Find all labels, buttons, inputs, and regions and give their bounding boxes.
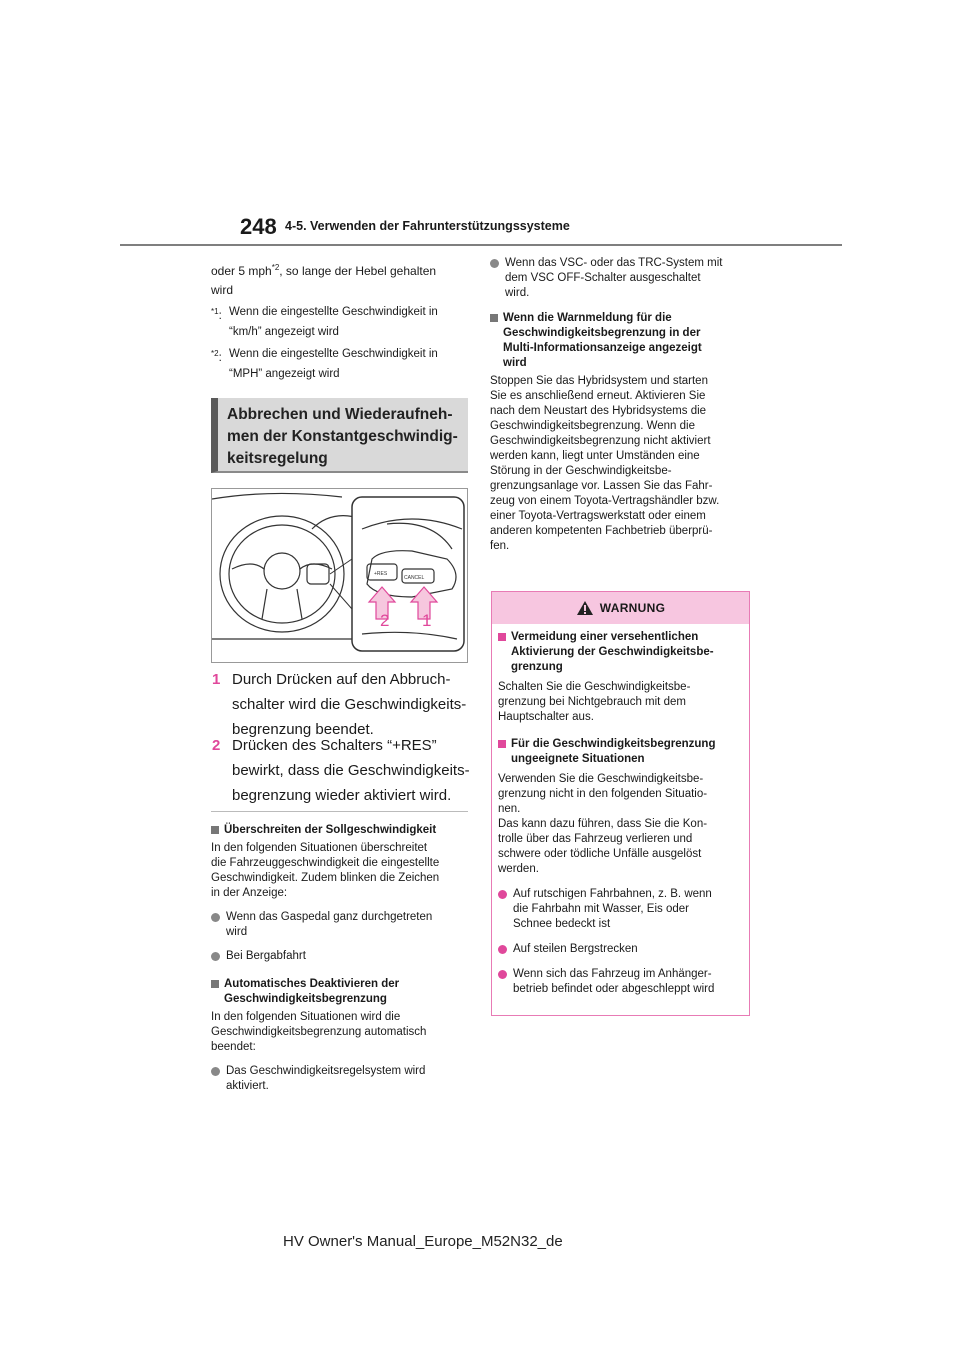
warning-box: WARNUNG Vermeidung einer versehentlichen Aktivierung der Geschwindigkeitsbe- grenzung Schalten Sie die Geschwindigkeitsbe- grenzung bei Nichtgebrauch mit dem Hauptschalter aus. Für die Geschwindigkeitsbegrenzung ungeeignete Situationen Verwenden Sie die Geschwindigkeitsbe- grenzung nicht in den folgenden Situatio- nen. Das kann dazu führen, dass Sie die Kon- trolle über das Fahrzeug verlieren und schwere oder tödliche Unfälle ausgelöst werden. Auf rutschigen Fahrbahnen, z. B. wenn die Fahrbahn mit Wasser, Eis oder Schnee bedeckt ist Auf steilen Bergstrecken Wenn sich das Fahrzeug im Anhänger- betrieb befindet oder abgeschleppt wird xyxy=(491,591,750,1016)
footnote-ref: *2 xyxy=(271,263,280,272)
section-heading: Abbrechen und Wiederaufneh- men der Konstantgeschwindig- keitsregelung xyxy=(211,398,468,473)
step-2: 2 Drücken des Schalters “+RES” bewirkt, dass die Geschwindigkeits- begrenzung wieder aktiviert wird. xyxy=(212,737,470,804)
right-column: Wenn das VSC- oder das TRC-System mit dem VSC OFF-Schalter ausgeschaltet wird. Wenn die Warnmeldung für die Geschwindigkeitsbegrenzung in der Multi-Informationsanzeige angezeigt wird Stoppen Sie das Hybridsystem und starten Sie es anschließend erneut. Aktivieren Sie nach dem Neustart des Hybridsystems die Geschwindigkeitsbegrenzung. Wenn die Geschwindigkeitsbegrenzung nicht aktiviert werden kann, liegt unter Umständen eine Störung in der Geschwindigkeitsbe- grenzungsanlage vor. Lassen Sie das Fahr- zeug von einem Toyota-Vertragshändler bzw. einer Toyota-Vertragswerkstatt oder einem anderen kompetenten Fachbetrieb überprü- fen. xyxy=(490,256,756,554)
footnote-2: $^{*2}$: Wenn die eingestellte Geschwindigkeit in “MPH” angezeigt wird xyxy=(211,348,438,380)
list-item: Auf steilen Bergstrecken xyxy=(498,942,743,957)
divider xyxy=(211,811,468,812)
dot-bullet-icon xyxy=(498,945,507,954)
footer-text: HV Owner's Manual_Europe_M52N32_de xyxy=(283,1233,563,1250)
chapter-title: 4-5. Verwenden der Fahrunterstützungssysteme xyxy=(285,219,570,233)
dot-bullet-icon xyxy=(211,952,220,961)
square-bullet-icon xyxy=(498,740,506,748)
list-item: Wenn sich das Fahrzeug im Anhänger- betrieb befindet oder abgeschleppt wird xyxy=(498,967,743,997)
steering-switch-figure xyxy=(211,488,468,663)
cancel-switch-label: CANCEL xyxy=(404,575,425,581)
square-bullet-icon xyxy=(211,826,219,834)
warning-message-text: Stoppen Sie das Hybridsystem und starten Sie es anschließend erneut. Aktivieren Sie nach dem Neustart des Hybridsystems die Geschwindigkeitsbegrenzung. Wenn die Geschwindigkeitsbegrenzung nicht aktiviert werden kann, liegt unter Umständen eine Störung in der Geschwindigkeitsbe- grenzungsanlage vor. Lassen Sie das Fahr- zeug von einem Toyota-Vertragshändler bzw. einer Toyota-Vertragswerkstatt oder einem anderen kompetenten Fachbetrieb überprü- fen. xyxy=(490,375,720,552)
square-bullet-icon xyxy=(490,314,498,322)
square-bullet-icon xyxy=(211,980,219,988)
header-divider xyxy=(120,244,842,246)
warning-triangle-icon xyxy=(576,600,594,616)
square-bullet-icon xyxy=(498,633,506,641)
list-item: Das Geschwindigkeitsregelsystem wird aktiviert. xyxy=(211,1064,471,1094)
dot-bullet-icon xyxy=(490,259,499,268)
res-switch-label: +RES xyxy=(374,571,388,577)
list-item: Wenn das Gaspedal ganz durchgetreten wird xyxy=(211,910,471,940)
dot-bullet-icon xyxy=(498,970,507,979)
callout-2: 2 xyxy=(380,611,390,630)
intro-text: oder 5 mph$^{*2}$, so lange der Hebel gehalten wird xyxy=(211,263,437,297)
dot-bullet-icon xyxy=(498,890,507,899)
footnote-1: $^{*1}$: Wenn die eingestellte Geschwindigkeit in “km/h” angezeigt wird xyxy=(211,306,438,338)
overspeed-section: Überschreiten der Sollgeschwindigkeit In den folgenden Situationen überschreitet die Fahrzeuggeschwindigkeit die eingestellte Geschwindigkeit. Zudem blinken die Zeichen in der Anzeige: Wenn das Gaspedal ganz durchgetreten wird Bei Bergabfahrt Automatisches Deaktivieren der Geschwindigkeitsbegrenzung In den folgenden Situationen wird die Geschwindigkeitsbegrenzung automatisch beendet: Das Geschwindigkeitsregelsystem wird aktiviert. xyxy=(211,823,471,1094)
intro-block xyxy=(211,258,471,384)
callout-1: 1 xyxy=(422,611,432,630)
dot-bullet-icon xyxy=(211,1067,220,1076)
steering-wheel-illustration xyxy=(212,489,467,662)
page-number: 248 xyxy=(240,214,277,239)
list-item: Auf rutschigen Fahrbahnen, z. B. wenn die Fahrbahn mit Wasser, Eis oder Schnee bedeckt ist xyxy=(498,887,743,932)
dot-bullet-icon xyxy=(211,913,220,922)
list-item: Bei Bergabfahrt xyxy=(211,949,471,964)
list-item: Wenn das VSC- oder das TRC-System mit dem VSC OFF-Schalter ausgeschaltet wird. xyxy=(490,256,756,301)
warning-header: WARNUNG xyxy=(492,592,749,624)
step-1: 1 Durch Drücken auf den Abbruch- schalter wird die Geschwindigkeits- begrenzung beendet. xyxy=(212,671,467,738)
